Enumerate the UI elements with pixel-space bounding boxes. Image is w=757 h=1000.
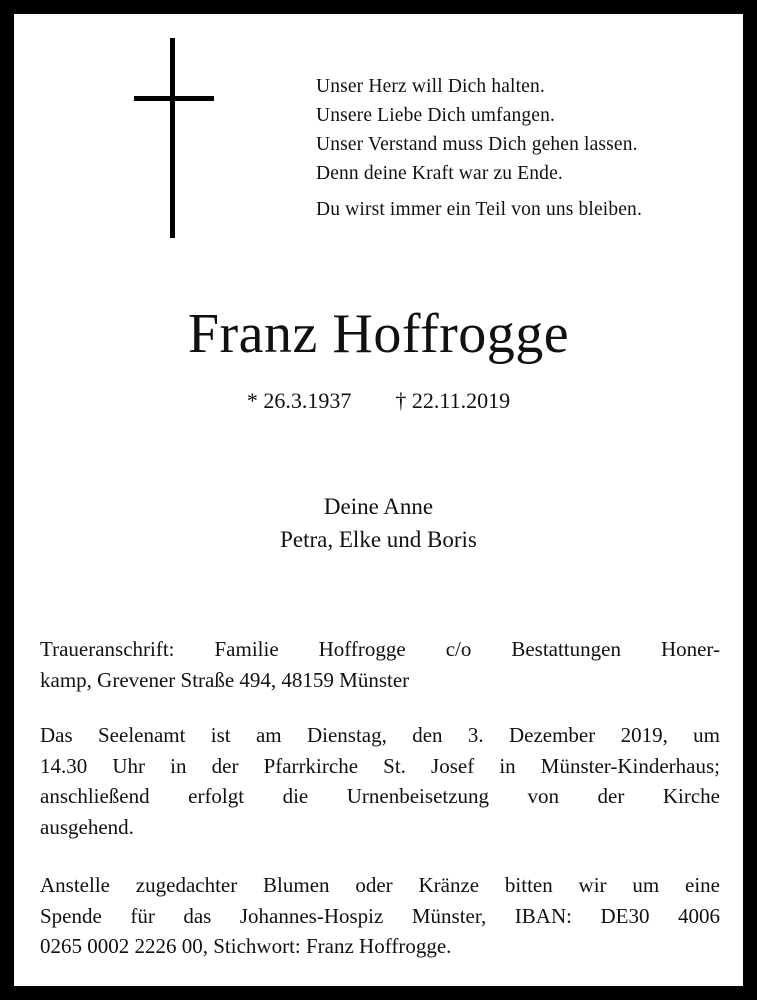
mourner-line: Petra, Elke und Boris [280, 527, 477, 552]
address-line: Traueranschrift: Familie Hoffrogge c/o Bestattungen Honer- [40, 637, 720, 661]
mourners [14, 490, 743, 556]
poem-line: Unsere Liebe Dich umfangen. [316, 105, 556, 126]
poem-line: Unser Verstand muss Dich gehen lassen. [316, 134, 638, 155]
service-details [40, 720, 720, 842]
cross-vertical-bar [170, 38, 175, 238]
poem-line: Denn deine Kraft war zu Ende. [316, 163, 563, 184]
poem-closing-line: Du wirst immer ein Teil von uns bleiben. [316, 199, 642, 220]
mourning-address [40, 634, 720, 695]
donation-request [40, 870, 720, 962]
service-line: 14.30 Uhr in der Pfarrkirche St. Josef in Münster-Kinderhaus; [40, 753, 720, 778]
deceased-name: Franz Hoffrogge [187, 303, 570, 365]
poem-line: Unser Herz will Dich halten. [316, 76, 545, 97]
service-line: anschließend erfolgt die Urnenbeisetzung von der Kirche [40, 784, 720, 808]
donation-line: 0265 0002 2226 00, Stichwort: Franz Hoffrogge. [40, 934, 452, 958]
service-line: Das Seelenamt ist am Dienstag, den 3. Dezember 2019, um [40, 723, 720, 747]
donation-line: Spende für das Johannes-Hospiz Münster, IBAN: DE30 4006 [40, 903, 720, 928]
death-date: † 22.11.2019 [395, 388, 511, 413]
poem [316, 72, 736, 224]
service-line: ausgehend. [40, 814, 134, 839]
mourner-line: Deine Anne [323, 494, 434, 519]
life-dates [14, 386, 743, 416]
address-line: kamp, Grevener Straße 494, 48159 Münster [40, 667, 410, 692]
birth-date: * 26.3.1937 [246, 388, 352, 413]
donation-line: Anstelle zugedachter Blumen oder Kränze bitten wir um eine [40, 873, 720, 897]
cross-horizontal-bar [134, 96, 214, 101]
